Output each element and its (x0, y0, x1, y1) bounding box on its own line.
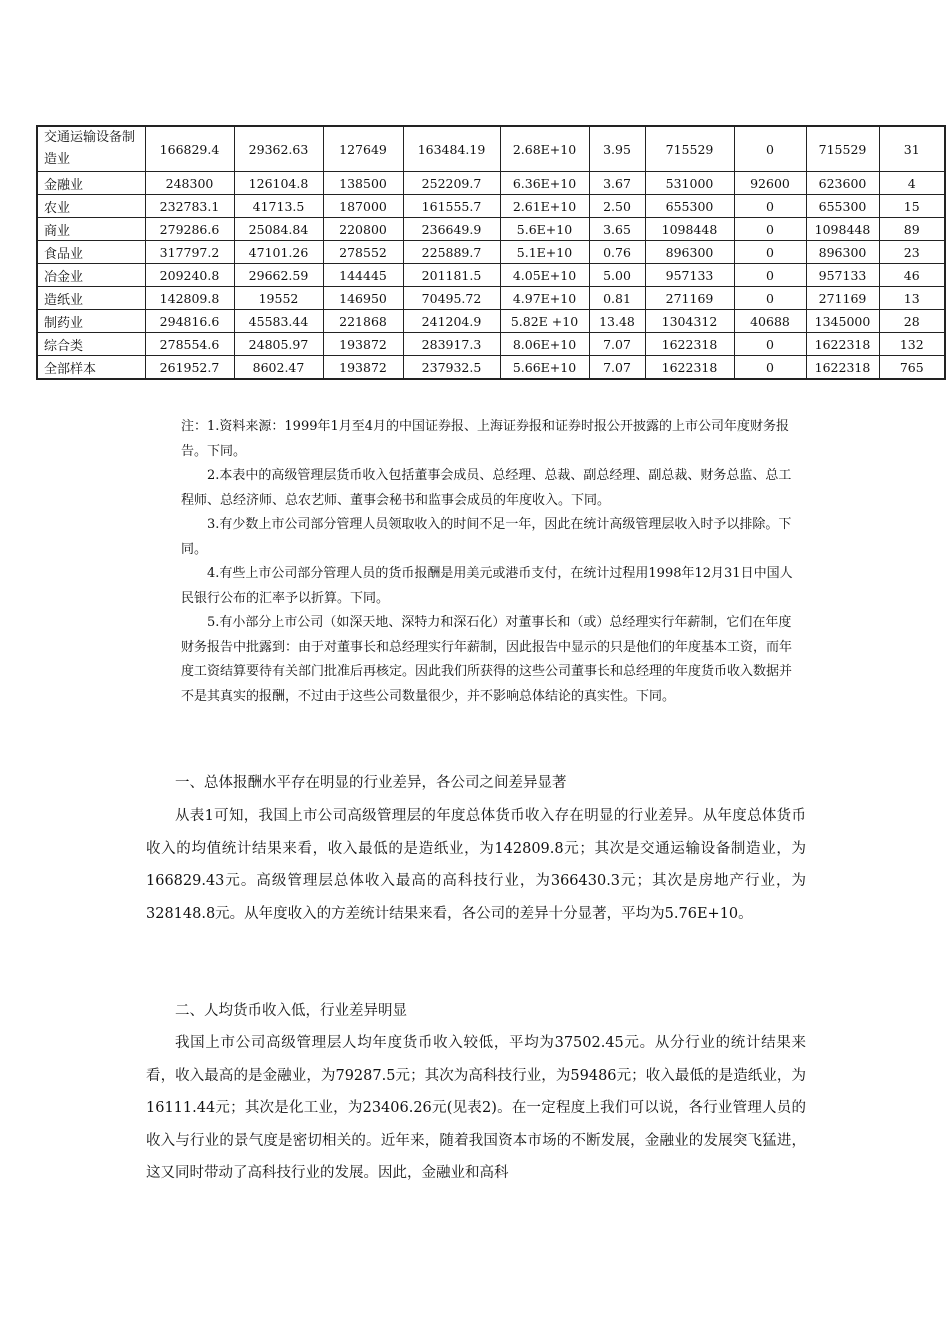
value-cell: 0 (734, 264, 806, 287)
industry-cell: 综合类 (37, 333, 145, 356)
industry-cell: 商业 (37, 218, 145, 241)
value-cell: 209240.8 (145, 264, 234, 287)
value-cell: 0 (734, 356, 806, 380)
value-cell: 232783.1 (145, 195, 234, 218)
value-cell: 7.07 (589, 333, 645, 356)
value-cell: 271169 (806, 287, 879, 310)
industry-compensation-table (36, 125, 946, 380)
value-cell: 29662.59 (234, 264, 323, 287)
value-cell: 15 (879, 195, 945, 218)
value-cell: 1622318 (806, 356, 879, 380)
value-cell: 8602.47 (234, 356, 323, 380)
value-cell: 237932.5 (403, 356, 500, 380)
value-cell: 241204.9 (403, 310, 500, 333)
value-cell: 221868 (323, 310, 403, 333)
value-cell: 5.66E+10 (500, 356, 589, 380)
value-cell: 5.1E+10 (500, 241, 589, 264)
value-cell: 187000 (323, 195, 403, 218)
value-cell: 0.76 (589, 241, 645, 264)
value-cell: 4 (879, 172, 945, 195)
value-cell: 1098448 (806, 218, 879, 241)
value-cell: 47101.26 (234, 241, 323, 264)
value-cell: 8.06E+10 (500, 333, 589, 356)
value-cell: 46 (879, 264, 945, 287)
value-cell: 19552 (234, 287, 323, 310)
value-cell: 236649.9 (403, 218, 500, 241)
value-cell: 655300 (806, 195, 879, 218)
value-cell: 13 (879, 287, 945, 310)
value-cell: 127649 (323, 126, 403, 172)
value-cell: 317797.2 (145, 241, 234, 264)
value-cell: 166829.4 (145, 126, 234, 172)
value-cell: 92600 (734, 172, 806, 195)
value-cell: 1622318 (645, 333, 734, 356)
section-paragraph: 我国上市公司高级管理层人均年度货币收入较低，平均为37502.45元。从分行业的统计结果来看，收入最高的是金融业，为79287.5元；其次为高科技行业，为59486元；收入最低的是造纸业，为16111.44元；其次是化工业，为23406.26元(见表2)。在一定程度上我们可以说，各行业管理人员的收入与行业的景气度是密切相关的。近年来，随着我国资本市场的不断发展，金融业的发展突飞猛进，这又同时带动了高科技行业的发展。因此，金融业和高科 (146, 1035, 806, 1181)
value-cell: 41713.5 (234, 195, 323, 218)
value-cell: 89 (879, 218, 945, 241)
note-1: 注：1.资料来源：1999年1月至4月的中国证券报、上海证券报和证券时报公开披露的上市公司年度财务报告。下同。 (181, 419, 790, 459)
value-cell: 0 (734, 218, 806, 241)
value-cell: 31 (879, 126, 945, 172)
value-cell: 28 (879, 310, 945, 333)
value-cell: 126104.8 (234, 172, 323, 195)
value-cell: 1304312 (645, 310, 734, 333)
industry-cell: 农业 (37, 195, 145, 218)
value-cell: 29362.63 (234, 126, 323, 172)
value-cell: 220800 (323, 218, 403, 241)
table-row (37, 241, 945, 264)
value-cell: 0 (734, 333, 806, 356)
value-cell: 294816.6 (145, 310, 234, 333)
value-cell: 715529 (645, 126, 734, 172)
value-cell: 248300 (145, 172, 234, 195)
table-row (37, 126, 945, 172)
industry-cell: 全部样本 (37, 356, 145, 380)
table-row (37, 195, 945, 218)
value-cell: 163484.19 (403, 126, 500, 172)
value-cell: 252209.7 (403, 172, 500, 195)
table-body (37, 126, 945, 379)
table-row (37, 264, 945, 287)
value-cell: 1622318 (806, 333, 879, 356)
value-cell: 0 (734, 195, 806, 218)
value-cell: 144445 (323, 264, 403, 287)
industry-cell: 冶金业 (37, 264, 145, 287)
table-notes (181, 415, 801, 709)
value-cell: 24805.97 (234, 333, 323, 356)
industry-cell: 制药业 (37, 310, 145, 333)
value-cell: 161555.7 (403, 195, 500, 218)
value-cell: 3.65 (589, 218, 645, 241)
table-row (37, 356, 945, 380)
value-cell: 193872 (323, 333, 403, 356)
value-cell: 70495.72 (403, 287, 500, 310)
value-cell: 193872 (323, 356, 403, 380)
value-cell: 2.68E+10 (500, 126, 589, 172)
value-cell: 896300 (806, 241, 879, 264)
industry-cell: 造纸业 (37, 287, 145, 310)
section-heading: 二、人均货币收入低，行业差异明显 (175, 1003, 407, 1019)
industry-cell: 金融业 (37, 172, 145, 195)
section-1-body (146, 800, 806, 930)
value-cell: 13.48 (589, 310, 645, 333)
table-row (37, 218, 945, 241)
note-2: 2.本表中的高级管理层货币收入包括董事会成员、总经理、总裁、副总经理、副总裁、财务总监、总工程师、总经济师、总农艺师、董事会秘书和监事会成员的年度收入。下同。 (181, 468, 792, 508)
value-cell: 0 (734, 241, 806, 264)
value-cell: 0 (734, 287, 806, 310)
value-cell: 271169 (645, 287, 734, 310)
value-cell: 6.36E+10 (500, 172, 589, 195)
value-cell: 40688 (734, 310, 806, 333)
value-cell: 132 (879, 333, 945, 356)
value-cell: 142809.8 (145, 287, 234, 310)
value-cell: 201181.5 (403, 264, 500, 287)
value-cell: 7.07 (589, 356, 645, 380)
value-cell: 4.05E+10 (500, 264, 589, 287)
value-cell: 283917.3 (403, 333, 500, 356)
value-cell: 3.95 (589, 126, 645, 172)
value-cell: 278554.6 (145, 333, 234, 356)
value-cell: 1345000 (806, 310, 879, 333)
value-cell: 0.81 (589, 287, 645, 310)
note-5: 5.有小部分上市公司（如深天地、深特力和深石化）对董事长和（或）总经理实行年薪制，它们在年度财务报告中批露到：由于对董事长和总经理实行年薪制，因此报告中显示的只是他们的年度基本工资，而年度工资结算要待有关部门批准后再核定。因此我们所获得的这些公司董事长和总经理的年度货币收入数据并不是其真实的报酬，不过由于这些公司数量很少，并不影响总体结论的真实性。下同。 (181, 615, 793, 704)
value-cell: 1622318 (645, 356, 734, 380)
value-cell: 146950 (323, 287, 403, 310)
section-2-body (146, 1027, 806, 1190)
value-cell: 279286.6 (145, 218, 234, 241)
table-row (37, 310, 945, 333)
value-cell: 138500 (323, 172, 403, 195)
value-cell: 623600 (806, 172, 879, 195)
value-cell: 655300 (645, 195, 734, 218)
section-heading: 一、总体报酬水平存在明显的行业差异，各公司之间差异显著 (175, 775, 567, 791)
value-cell: 957133 (645, 264, 734, 287)
industry-label: 交通运输设备制造业 (44, 130, 136, 167)
value-cell: 225889.7 (403, 241, 500, 264)
table-row (37, 172, 945, 195)
value-cell: 2.50 (589, 195, 645, 218)
section-2-heading-block (146, 995, 806, 1028)
industry-cell (37, 126, 145, 172)
value-cell: 23 (879, 241, 945, 264)
industry-cell: 食品业 (37, 241, 145, 264)
value-cell: 278552 (323, 241, 403, 264)
value-cell: 25084.84 (234, 218, 323, 241)
value-cell: 531000 (645, 172, 734, 195)
value-cell: 0 (734, 126, 806, 172)
section-paragraph: 从表1可知，我国上市公司高级管理层的年度总体货币收入存在明显的行业差异。从年度总体货币收入的均值统计结果来看，收入最低的是造纸业，为142809.8元；其次是交通运输设备制造业，为166829.43元。高级管理层总体收入最高的高科技行业，为366430.3元；其次是房地产行业，为328148.8元。从年度收入的方差统计结果来看，各公司的差异十分显著，平均为5.76E+10。 (146, 808, 806, 922)
note-3: 3.有少数上市公司部分管理人员领取收入的时间不足一年，因此在统计高级管理层收入时予以排除。下同。 (181, 517, 792, 557)
value-cell: 5.82E +10 (500, 310, 589, 333)
value-cell: 2.61E+10 (500, 195, 589, 218)
value-cell: 957133 (806, 264, 879, 287)
value-cell: 5.00 (589, 264, 645, 287)
value-cell: 4.97E+10 (500, 287, 589, 310)
section-1-heading-block (146, 767, 806, 800)
value-cell: 3.67 (589, 172, 645, 195)
value-cell: 715529 (806, 126, 879, 172)
table-row (37, 333, 945, 356)
note-4: 4.有些上市公司部分管理人员的货币报酬是用美元或港币支付，在统计过程用1998年12月31日中国人民银行公布的汇率予以折算。下同。 (181, 566, 793, 606)
value-cell: 5.6E+10 (500, 218, 589, 241)
value-cell: 45583.44 (234, 310, 323, 333)
table-row (37, 287, 945, 310)
value-cell: 765 (879, 356, 945, 380)
value-cell: 1098448 (645, 218, 734, 241)
value-cell: 261952.7 (145, 356, 234, 380)
value-cell: 896300 (645, 241, 734, 264)
